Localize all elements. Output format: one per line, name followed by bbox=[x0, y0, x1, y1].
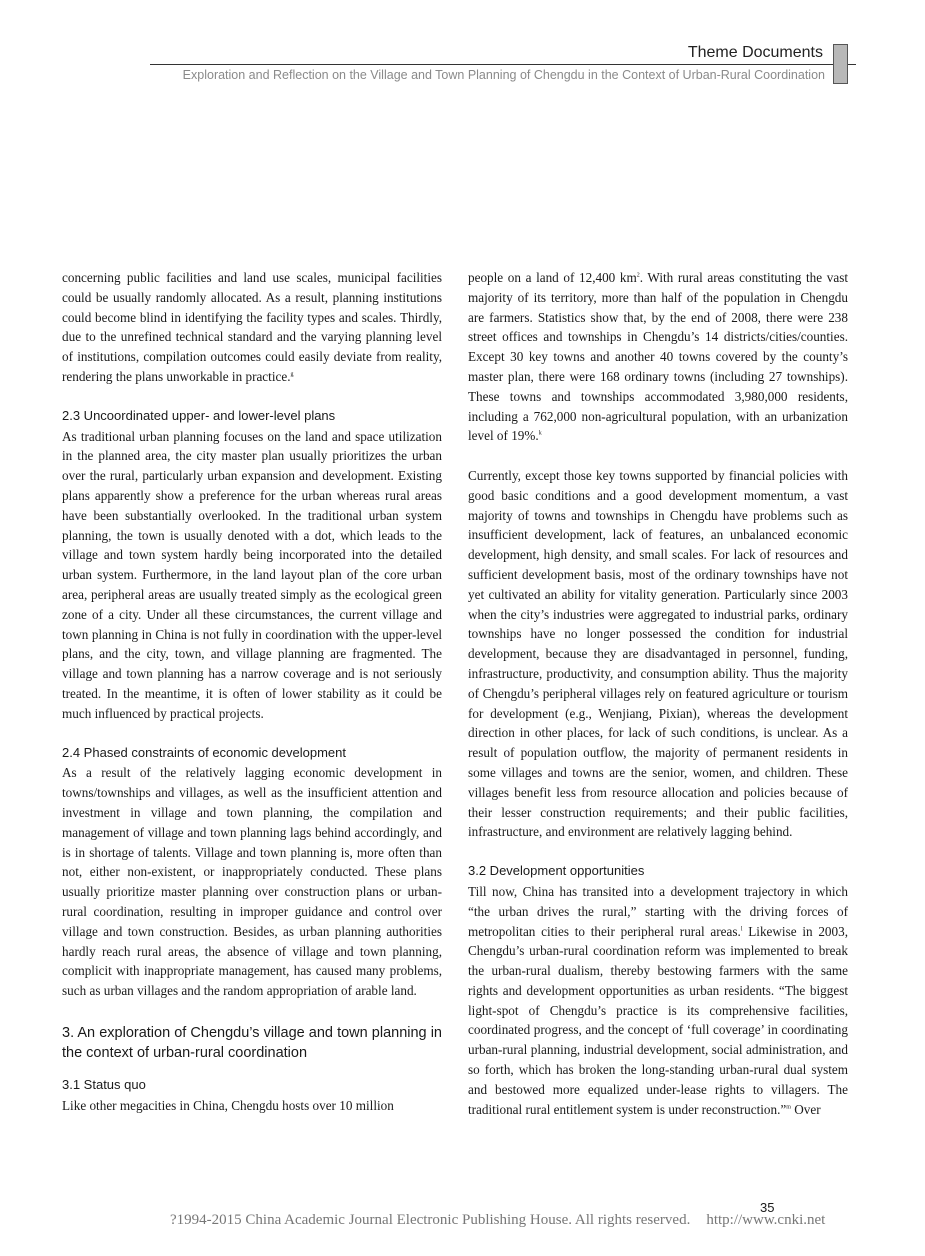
reference-m: m bbox=[786, 1104, 791, 1111]
reference-k: k bbox=[538, 430, 542, 437]
section-2-4-body: As a result of the relatively lagging economic development in towns/townships and villages, as well as the insufficient attention and investment in village and town planning, the compilation and management of village and town planning lags behind accordingly, and is in shortage of talents. Village and town planning is, more often than not, either non-existent, or inappropriately conducted. These plans usually prioritize master planning over construction plans or urban-rural coordination, resulting in improper guidance and control over village and town construction. Besides, as urban planning authorities hardly reach rural areas, the absence of village and town planning, complicit with inappropriate management, has caused many problems, such as urban villages and the random appropriation of arable land. bbox=[62, 765, 442, 999]
right-column bbox=[468, 268, 848, 1119]
section-3-heading: 3. An exploration of Chengdu’s village and town planning in the context of urban-rural coordination bbox=[62, 1024, 442, 1061]
section-3-2-body: Till now, China has transited into a development trajectory in which “the urban drives the rural,” starting with the driving forces of metropolitan cities to their peripheral rural areas.$^l$ Likewise in 2003, Chengdu’s urban-rural coordination reform was implemented to break the urban-rural dualism, thereby bestowing farmers with the same rights and development opportunities as urban residents. “The biggest light-spot of Chengdu’s practice is its comprehensive facilities, coordinated progress, and the concept of ‘full coverage’ in coordinating urban-rural planning, industrial development, social administration, and so forth, which has broken the long-standing urban-rural dual system and bestowed more equalized under-lease rights to villagers. The traditional rural entitlement system is under reconstruction.”$^m$ Over bbox=[468, 883, 848, 1117]
currently-paragraph: Currently, except those key towns supported by financial policies with good basic conditions and a good development momentum, a vast majority of towns and townships in Chengdu have problems such as insufficient development, lack of features, an unbalanced economic development, high density, and small scales. For lack of resources and sufficient development basis, most of the ordinary townships have not yet cultivated an ability for vitality generation. Particularly since 2003 when the city’s industries were aggregated to industrial parks, ordinary townships have no longer possessed the condition for industrial development, because they are disadvantaged in personnel, funding, infrastructure, productivity, and consumption ability. Thus the majority of Chengdu’s peripheral villages rely on featured agriculture or tourism for development (e.g., Wenjiang, Pixian), whereas the development direction in other places, for lack of such conditions, is unclear. As a result of population outflow, the majority of permanent residents in some villages and towns are the senior, women, and children. These villages benefit less from resource allocation and policies because of their lesser construction requirements; and their public facilities, infrastructure, and environment are relatively lagging behind. bbox=[468, 467, 848, 840]
reference-g: g bbox=[290, 371, 294, 378]
section-2-3-body: As traditional urban planning focuses on the land and space utilization in the planned area, the city master plan usually prioritizes the urban over the rural, particularly urban expansion and development. Existing plans apparently show a preference for the urban whereas rural areas have been substantially overlooked. In the traditional urban system planning, the town is usually denoted with a dot, which leads to the village and town system hardly being incorporated into the detailed urban system. Furthermore, in the land layout plan of the core urban area, peripheral areas are usually treated simply as the ecological green zone of a city. Under all these circumstances, the current village and town planning in China is not fully in coordination with the upper-level plans, and the city, town, and village planning are fragmented. The village and town planning has a narrow coverage and is not seriously treated. In the meantime, it is often of lower stability as it could be much influenced by practical projects. bbox=[62, 428, 442, 721]
running-header-title: Theme Documents bbox=[687, 44, 823, 61]
footer-url[interactable]: http://www.cnki.net bbox=[706, 1212, 826, 1228]
intro-paragraph: concerning public facilities and land use scales, municipal facilities could be usually randomly allocated. As a result, planning institutions could become blind in identifying the facility types and scales. Thirdly, due to the unrefined technical standard and the varying planning level of institutions, compilation outcomes could easily deviate from reality, rendering the plans unworkable in practice.$^g$ bbox=[62, 270, 442, 384]
running-header-subtitle: Exploration and Reflection on the Village and Town Planning of Chengdu in the Context of Urban-Rural Coordination bbox=[182, 68, 825, 82]
reference-l: l bbox=[740, 926, 743, 933]
section-3-1-body-continued: people on a land of 12,400 $km^2$. With rural areas constituting the vast majority of its territory, more than half of the population in Chengdu are farmers. Statistics show that, by the end of 2008, there were 238 street offices and townships in Chengdu’s 14 districts/cities/counties. Except 30 key towns and another 40 towns covered by the county’s master plan, there were 168 ordinary towns (including 27 townships). These towns and townships accommodated 3,980,000 residents, including a 762,000 non-agricultural population, with an urbanization level of 19%.$^k$ bbox=[468, 270, 848, 444]
header-tab-marker bbox=[833, 44, 848, 84]
section-3-1-heading: 3.1 Status quo bbox=[62, 1076, 146, 1092]
page-number: 35 bbox=[760, 1200, 775, 1215]
section-2-3-heading: 2.3 Uncoordinated upper- and lower-level plans bbox=[62, 407, 336, 423]
header-rule bbox=[150, 64, 856, 65]
footer bbox=[170, 1212, 825, 1229]
section-2-4-heading: 2.4 Phased constraints of economic development bbox=[62, 744, 347, 760]
section-3-1-body-start: Like other megacities in China, Chengdu hosts over 10 million bbox=[62, 1097, 394, 1113]
footer-copyright: ?1994-2015 China Academic Journal Electronic Publishing House. All rights reserved. bbox=[170, 1212, 691, 1228]
section-3-2-heading: 3.2 Development opportunities bbox=[468, 863, 645, 879]
left-column bbox=[62, 268, 442, 1115]
